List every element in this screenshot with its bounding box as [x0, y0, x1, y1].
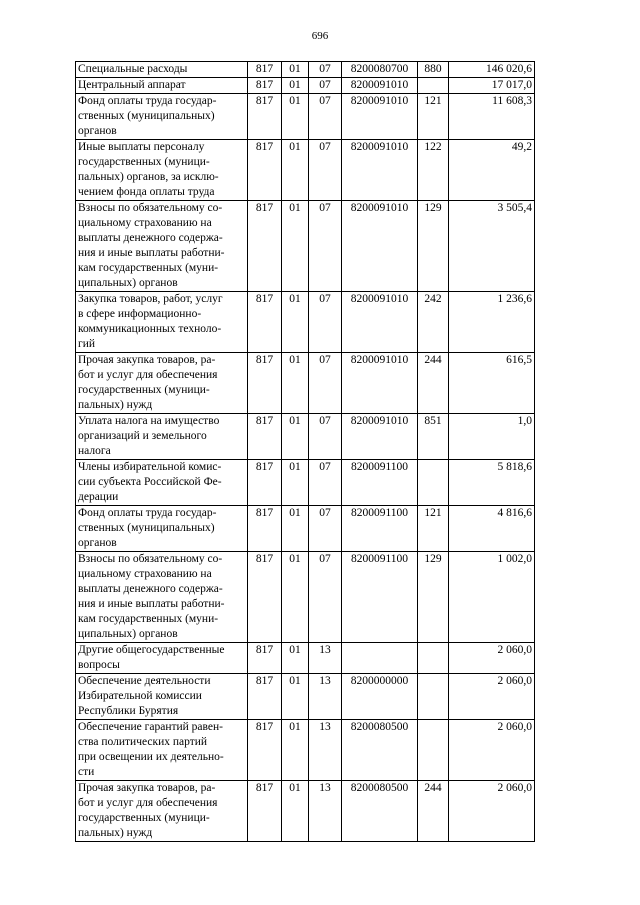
table-row	[76, 94, 535, 140]
amount-text: 1 002,0	[497, 553, 532, 565]
table-body	[76, 62, 535, 842]
table-row	[76, 414, 535, 460]
section-code-cell	[282, 353, 309, 414]
expense-type-text: 121	[424, 507, 442, 519]
expense-type-cell	[418, 414, 449, 460]
subsection-code-text: 07	[319, 141, 331, 153]
target-article-cell	[342, 506, 418, 552]
expense-name-text: Взносы по обязательному со- циальному страхованию на выплаты денежного содержа- ния и иные выплаты работни- кам государственных (муни- ципальных) органов	[78, 202, 225, 289]
section-code-cell	[282, 201, 309, 292]
amount-text: 616,5	[506, 354, 532, 366]
target-article-text: 8200091010	[350, 95, 409, 107]
subsection-code-text: 13	[319, 782, 331, 794]
amount-cell	[449, 62, 535, 78]
expense-type-cell	[418, 94, 449, 140]
expense-name-cell	[76, 643, 248, 674]
amount-text: 49,2	[511, 141, 532, 153]
expense-name-text: Уплата налога на имущество организаций и земельного налога	[78, 415, 220, 457]
expense-name-cell	[76, 506, 248, 552]
section-code-cell	[282, 292, 309, 353]
target-article-cell	[342, 643, 418, 674]
budget-table	[75, 61, 535, 842]
expense-name-text: Взносы по обязательному со- циальному страхованию на выплаты денежного содержа- ния и иные выплаты работни- кам государственных (муни- ципальных) органов	[78, 553, 225, 640]
ministry-code-cell	[248, 353, 282, 414]
expense-type-cell	[418, 643, 449, 674]
ministry-code-cell	[248, 643, 282, 674]
expense-type-cell	[418, 78, 449, 94]
section-code-cell	[282, 460, 309, 506]
target-article-text: 8200091010	[350, 79, 409, 91]
subsection-code-cell	[309, 781, 342, 842]
target-article-text: 8200091100	[350, 461, 409, 473]
ministry-code-cell	[248, 94, 282, 140]
expense-type-text: 244	[424, 354, 442, 366]
amount-text: 1 236,6	[497, 293, 532, 305]
subsection-code-text: 13	[319, 675, 331, 687]
table-row	[76, 552, 535, 643]
amount-cell	[449, 201, 535, 292]
expense-type-text: 121	[424, 95, 442, 107]
amount-cell	[449, 674, 535, 720]
section-code-cell	[282, 78, 309, 94]
expense-name-text: Члены избирательной комис- сии субъекта Российской Фе- дерации	[78, 461, 222, 503]
target-article-cell	[342, 353, 418, 414]
ministry-code-cell	[248, 506, 282, 552]
subsection-code-text: 07	[319, 461, 331, 473]
target-article-text: 8200080500	[350, 782, 409, 794]
section-code-cell	[282, 552, 309, 643]
subsection-code-text: 13	[319, 721, 331, 733]
expense-name-cell	[76, 552, 248, 643]
subsection-code-text: 07	[319, 354, 331, 366]
expense-type-text: 242	[424, 293, 442, 305]
ministry-code-cell	[248, 720, 282, 781]
expense-name-cell	[76, 460, 248, 506]
expense-type-cell	[418, 62, 449, 78]
ministry-code-cell	[248, 674, 282, 720]
expense-name-cell	[76, 720, 248, 781]
ministry-code-text: 817	[255, 354, 274, 366]
target-article-cell	[342, 781, 418, 842]
target-article-text: 8200080500	[350, 721, 409, 733]
ministry-code-text: 817	[255, 293, 274, 305]
ministry-code-text: 817	[255, 461, 274, 473]
table-row	[76, 781, 535, 842]
target-article-cell	[342, 414, 418, 460]
subsection-code-cell	[309, 674, 342, 720]
ministry-code-cell	[248, 78, 282, 94]
expense-type-text: 129	[424, 553, 442, 565]
expense-name-cell	[76, 201, 248, 292]
target-article-cell	[342, 140, 418, 201]
expense-name-text: Другие общегосударственные вопросы	[78, 644, 225, 671]
ministry-code-text: 817	[255, 63, 274, 75]
subsection-code-text: 13	[319, 644, 331, 656]
section-code-cell	[282, 414, 309, 460]
subsection-code-text: 07	[319, 63, 331, 75]
subsection-code-text: 07	[319, 202, 331, 214]
section-code-cell	[282, 781, 309, 842]
subsection-code-text: 07	[319, 95, 331, 107]
ministry-code-text: 817	[255, 507, 274, 519]
target-article-cell	[342, 292, 418, 353]
target-article-cell	[342, 62, 418, 78]
ministry-code-text: 817	[255, 79, 274, 91]
ministry-code-cell	[248, 292, 282, 353]
amount-cell	[449, 414, 535, 460]
amount-text: 3 505,4	[497, 202, 532, 214]
section-code-cell	[282, 140, 309, 201]
subsection-code-cell	[309, 643, 342, 674]
section-code-text: 01	[289, 675, 301, 687]
expense-type-cell	[418, 201, 449, 292]
subsection-code-text: 07	[319, 507, 331, 519]
section-code-text: 01	[289, 293, 301, 305]
target-article-text: 8200000000	[350, 675, 409, 687]
expense-name-text: Обеспечение гарантий равен- ства политических партий при освещении их деятельно- сти	[78, 721, 224, 778]
amount-text: 1,0	[517, 415, 532, 427]
target-article-cell	[342, 552, 418, 643]
amount-text: 2 060,0	[497, 782, 532, 794]
amount-text: 4 816,6	[497, 507, 532, 519]
table-row	[76, 720, 535, 781]
expense-name-text: Прочая закупка товаров, ра- бот и услуг для обеспечения государственных (муници- пальных) нужд	[78, 354, 218, 411]
section-code-text: 01	[289, 553, 301, 565]
expense-type-text: 129	[424, 202, 442, 214]
amount-cell	[449, 140, 535, 201]
ministry-code-text: 817	[255, 141, 274, 153]
expense-type-text: 244	[424, 782, 442, 794]
expense-name-text: Закупка товаров, работ, услуг в сфере информационно- коммуникационных техноло- гий	[78, 293, 223, 350]
subsection-code-cell	[309, 414, 342, 460]
expense-name-text: Иные выплаты персоналу государственных (муници- пальных) органов, за исклю- чением фонда оплаты труда	[78, 141, 219, 198]
subsection-code-cell	[309, 720, 342, 781]
section-code-text: 01	[289, 202, 301, 214]
section-code-text: 01	[289, 461, 301, 473]
amount-cell	[449, 78, 535, 94]
amount-text: 17 017,0	[491, 79, 532, 91]
section-code-cell	[282, 674, 309, 720]
section-code-text: 01	[289, 63, 301, 75]
ministry-code-text: 817	[255, 95, 274, 107]
section-code-cell	[282, 720, 309, 781]
target-article-text: 8200091010	[350, 293, 409, 305]
table-row	[76, 460, 535, 506]
ministry-code-cell	[248, 140, 282, 201]
target-article-cell	[342, 460, 418, 506]
expense-name-cell	[76, 414, 248, 460]
amount-text: 2 060,0	[497, 644, 532, 656]
ministry-code-text: 817	[255, 675, 274, 687]
section-code-text: 01	[289, 141, 301, 153]
section-code-cell	[282, 94, 309, 140]
page-number: 696	[311, 30, 329, 42]
section-code-text: 01	[289, 415, 301, 427]
table-row	[76, 78, 535, 94]
expense-name-text: Фонд оплаты труда государ- ственных (муниципальных) органов	[78, 507, 217, 549]
expense-type-cell	[418, 674, 449, 720]
section-code-text: 01	[289, 644, 301, 656]
expense-name-cell	[76, 62, 248, 78]
subsection-code-text: 07	[319, 415, 331, 427]
section-code-text: 01	[289, 354, 301, 366]
expense-name-text: Обеспечение деятельности Избирательной комиссии Республики Бурятия	[78, 675, 211, 717]
amount-cell	[449, 781, 535, 842]
target-article-text: 8200091010	[350, 415, 409, 427]
subsection-code-cell	[309, 506, 342, 552]
ministry-code-cell	[248, 201, 282, 292]
target-article-cell	[342, 201, 418, 292]
expense-type-cell	[418, 140, 449, 201]
target-article-cell	[342, 94, 418, 140]
subsection-code-cell	[309, 62, 342, 78]
subsection-code-cell	[309, 78, 342, 94]
expense-type-cell	[418, 720, 449, 781]
target-article-text: 8200091100	[350, 553, 409, 565]
expense-type-cell	[418, 292, 449, 353]
subsection-code-cell	[309, 94, 342, 140]
subsection-code-cell	[309, 552, 342, 643]
amount-cell	[449, 506, 535, 552]
section-code-text: 01	[289, 782, 301, 794]
ministry-code-cell	[248, 552, 282, 643]
amount-cell	[449, 643, 535, 674]
amount-cell	[449, 94, 535, 140]
amount-cell	[449, 292, 535, 353]
table-row	[76, 292, 535, 353]
section-code-text: 01	[289, 507, 301, 519]
section-code-cell	[282, 506, 309, 552]
target-article-cell	[342, 78, 418, 94]
subsection-code-cell	[309, 353, 342, 414]
ministry-code-text: 817	[255, 782, 274, 794]
table-row	[76, 140, 535, 201]
expense-name-cell	[76, 292, 248, 353]
expense-type-text: 880	[424, 63, 442, 75]
expense-name-cell	[76, 781, 248, 842]
subsection-code-text: 07	[319, 79, 331, 91]
expense-type-cell	[418, 506, 449, 552]
amount-text: 146 020,6	[486, 63, 532, 75]
amount-cell	[449, 552, 535, 643]
ministry-code-cell	[248, 460, 282, 506]
expense-type-cell	[418, 552, 449, 643]
table-row	[76, 506, 535, 552]
amount-cell	[449, 720, 535, 781]
target-article-text: 8200091010	[350, 202, 409, 214]
subsection-code-text: 07	[319, 553, 331, 565]
expense-name-cell	[76, 78, 248, 94]
expense-name-cell	[76, 353, 248, 414]
target-article-text: 8200091010	[350, 354, 409, 366]
ministry-code-text: 817	[255, 415, 274, 427]
expense-name-text: Фонд оплаты труда государ- ственных (муниципальных) органов	[78, 95, 217, 137]
section-code-text: 01	[289, 79, 301, 91]
subsection-code-cell	[309, 460, 342, 506]
section-code-cell	[282, 643, 309, 674]
expense-type-text: 851	[424, 415, 442, 427]
amount-cell	[449, 353, 535, 414]
section-code-text: 01	[289, 721, 301, 733]
table-row	[76, 674, 535, 720]
expense-name-cell	[76, 674, 248, 720]
ministry-code-text: 817	[255, 553, 274, 565]
section-code-cell	[282, 62, 309, 78]
ministry-code-cell	[248, 781, 282, 842]
ministry-code-text: 817	[255, 202, 274, 214]
amount-text: 11 608,3	[492, 95, 532, 107]
expense-type-cell	[418, 781, 449, 842]
table-row	[76, 201, 535, 292]
expense-name-text: Центральный аппарат	[78, 79, 186, 91]
amount-text: 2 060,0	[497, 675, 532, 687]
subsection-code-cell	[309, 140, 342, 201]
target-article-cell	[342, 674, 418, 720]
amount-cell	[449, 460, 535, 506]
target-article-text: 8200091010	[350, 141, 409, 153]
amount-text: 2 060,0	[497, 721, 532, 733]
subsection-code-cell	[309, 292, 342, 353]
section-code-text: 01	[289, 95, 301, 107]
target-article-cell	[342, 720, 418, 781]
ministry-code-text: 817	[255, 721, 274, 733]
target-article-text: 8200080700	[350, 63, 409, 75]
table-row	[76, 62, 535, 78]
ministry-code-text: 817	[255, 644, 274, 656]
ministry-code-cell	[248, 414, 282, 460]
expense-name-text: Специальные расходы	[78, 63, 188, 75]
amount-text: 5 818,6	[497, 461, 532, 473]
expense-name-text: Прочая закупка товаров, ра- бот и услуг для обеспечения государственных (муници- пальных) нужд	[78, 782, 218, 839]
expense-type-cell	[418, 460, 449, 506]
expense-type-cell	[418, 353, 449, 414]
table-row	[76, 353, 535, 414]
subsection-code-text: 07	[319, 293, 331, 305]
table-row	[76, 643, 535, 674]
target-article-text: 8200091100	[350, 507, 409, 519]
expense-name-cell	[76, 140, 248, 201]
subsection-code-cell	[309, 201, 342, 292]
ministry-code-cell	[248, 62, 282, 78]
expense-name-cell	[76, 94, 248, 140]
expense-type-text: 122	[424, 141, 442, 153]
